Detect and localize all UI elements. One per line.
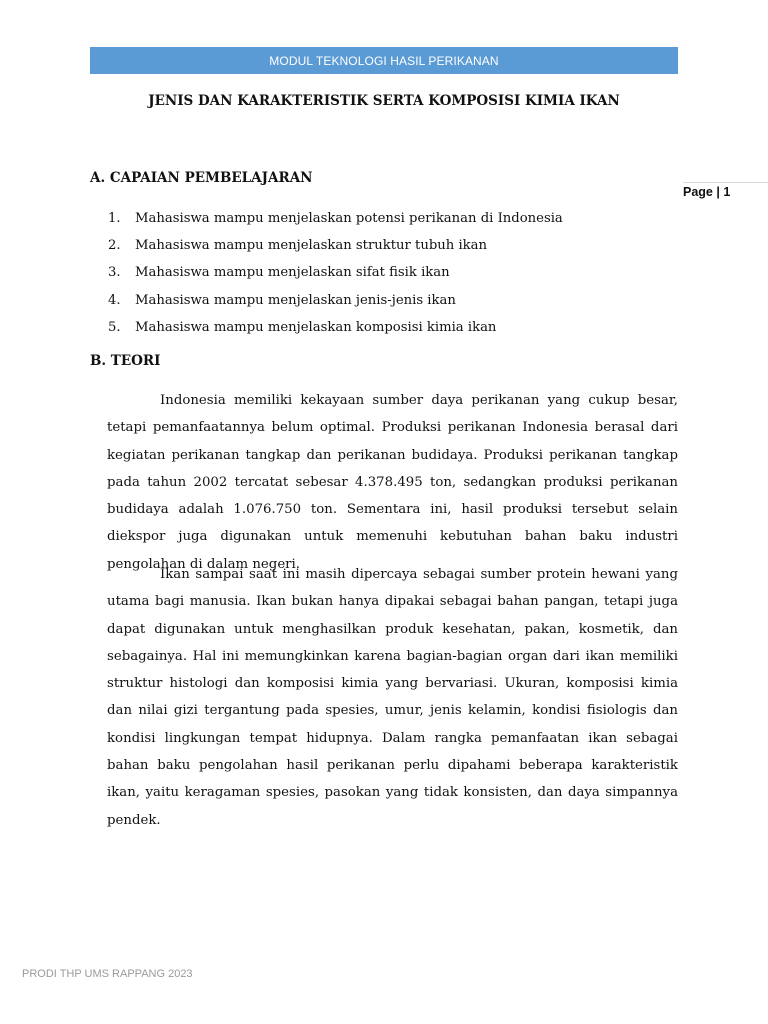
list-item-number: 1.: [108, 211, 121, 227]
list-item-text: Mahasiswa mampu menjelaskan struktur tubuh ikan: [135, 238, 488, 254]
list-item: [108, 314, 563, 341]
page-number: 1: [723, 185, 731, 199]
list-item-number: 5.: [108, 319, 121, 335]
learning-outcomes-list: [108, 205, 563, 341]
list-item: [108, 232, 563, 259]
list-item: [108, 287, 563, 314]
document-title: JENIS DAN KARAKTERISTIK SERTA KOMPOSISI KIMIA IKAN: [148, 93, 620, 109]
list-item-number: 3.: [108, 265, 121, 281]
document-header-band: [90, 47, 678, 74]
list-item-number: 4.: [108, 292, 121, 308]
list-item: [108, 259, 563, 286]
section-b-heading: B. TEORI: [90, 353, 161, 369]
section-a-heading: A. CAPAIAN PEMBELAJARAN: [90, 170, 313, 186]
list-item-number: 2.: [108, 238, 121, 254]
theory-paragraph-1: Indonesia memiliki kekayaan sumber daya perikanan yang cukup besar, tetapi pemanfaatannya belum optimal. Produksi perikanan Indonesia berasal dari kegiatan perikanan tangkap dan perikanan budidaya. Produksi perikanan tangkap pada tahun 2002 tercatat sebesar 4.378.495 ton, sedangkan produksi perikanan budidaya adalah 1.076.750 ton. Sementara ini, hasil produksi tersebut selain diekspor juga digunakan untuk memenuhi kebutuhan bahan baku industri pengolahan di dalam negeri.: [107, 393, 678, 572]
list-item-text: Mahasiswa mampu menjelaskan potensi perikanan di Indonesia: [135, 211, 563, 227]
list-item-text: Mahasiswa mampu menjelaskan sifat fisik ikan: [135, 265, 450, 281]
page-number-marker: [683, 182, 768, 199]
list-item: [108, 205, 563, 232]
header-band-text: MODUL TEKNOLOGI HASIL PERIKANAN: [269, 53, 499, 68]
list-item-text: Mahasiswa mampu menjelaskan jenis-jenis ikan: [135, 292, 456, 308]
theory-paragraph-2: Ikan sampai saat ini masih dipercaya sebagai sumber protein hewani yang utama bagi manusia. Ikan bukan hanya dipakai sebagai bahan pangan, tetapi juga dapat digunakan untuk menghasilkan produk kesehatan, pakan, kosmetik, dan sebagainya. Hal ini memungkinkan karena bagian-bagian organ dari ikan memiliki struktur histologi dan komposisi kimia yang bervariasi. Ukuran, komposisi kimia dan nilai gizi tergantung pada spesies, umur, jenis kelamin, kondisi fisiologis dan kondisi lingkungan tempat hidupnya. Dalam rangka pemanfaatan ikan sebagai bahan baku pengolahan hasil perikanan perlu dipahami beberapa karakteristik ikan, yaitu keragaman spesies, pasokan yang tidak konsisten, dan daya simpannya pendek.: [107, 567, 678, 828]
document-footer: PRODI THP UMS RAPPANG 2023: [22, 968, 193, 980]
page-label: Page |: [683, 185, 720, 199]
list-item-text: Mahasiswa mampu menjelaskan komposisi kimia ikan: [135, 319, 497, 335]
